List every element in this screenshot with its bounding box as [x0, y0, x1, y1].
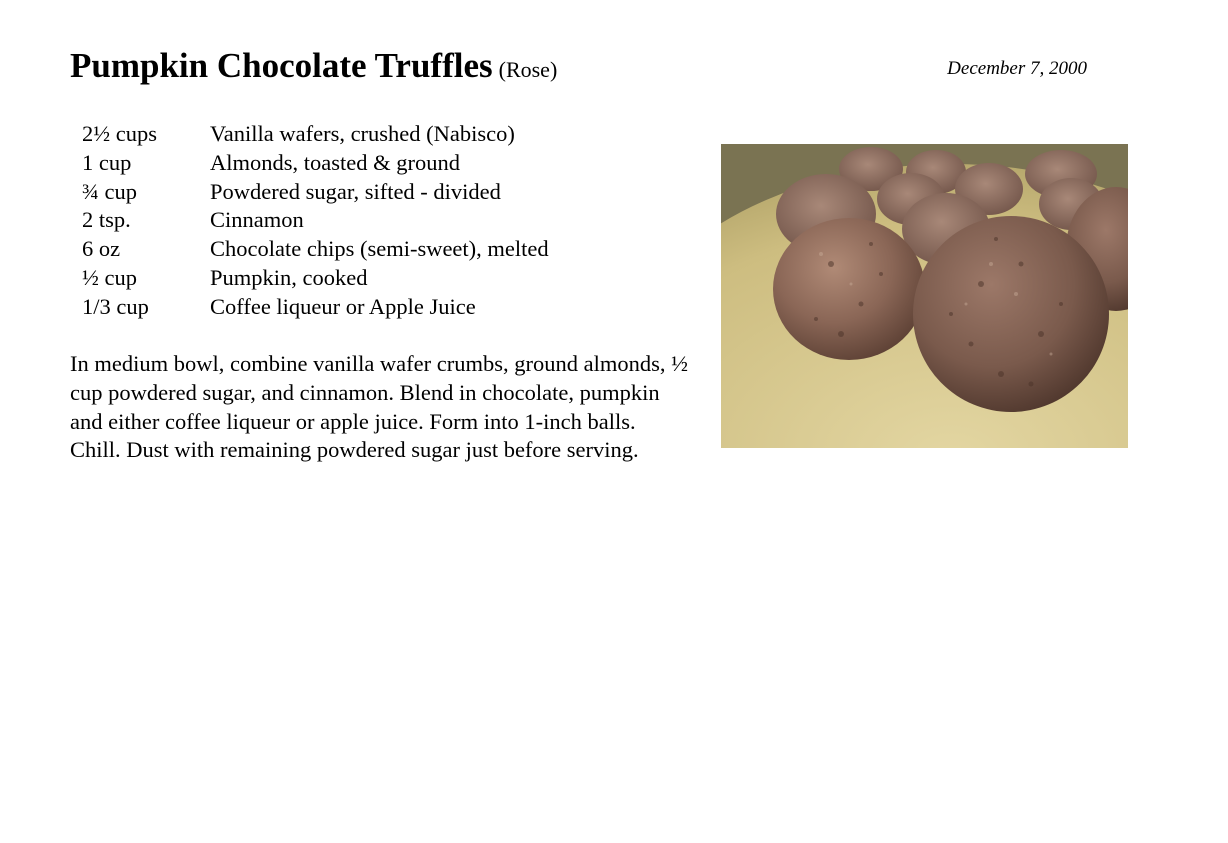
- ingredient-qty: 2½ cups: [82, 121, 157, 146]
- ingredient-item: Cinnamon: [210, 207, 304, 233]
- ingredient-item: Vanilla wafers, crushed (Nabisco): [210, 121, 515, 146]
- truffle-left: [773, 218, 925, 360]
- ingredient-item: Chocolate chips (semi-sweet), melted: [210, 236, 549, 262]
- ingredient-qty: 1 cup: [82, 149, 132, 175]
- ingredient-row: [82, 149, 549, 178]
- recipe-date: December 7, 2000: [947, 58, 1087, 79]
- ingredient-item: Almonds, toasted & ground: [210, 149, 460, 175]
- ingredients-table: [82, 120, 549, 322]
- ingredient-row: [82, 206, 549, 235]
- ingredient-item: Powdered sugar, sifted - divided: [210, 178, 501, 204]
- ingredient-row: [82, 235, 549, 264]
- ingredient-row: [82, 293, 549, 322]
- truffles-photo: [721, 144, 1128, 448]
- ingredient-row: [82, 120, 549, 149]
- truffles-illustration: [721, 144, 1128, 448]
- recipe-title-text: Pumpkin Chocolate Truffles: [70, 46, 493, 85]
- ingredient-qty: ¾ cup: [82, 178, 137, 204]
- ingredient-item: Pumpkin, cooked: [210, 264, 368, 290]
- ingredient-item: Coffee liqueur or Apple Juice: [210, 293, 476, 319]
- ingredient-qty: 6 oz: [82, 236, 121, 262]
- recipe-directions: In medium bowl, combine vanilla wafer crumbs, ground almonds, ½ cup powdered sugar, and cinnamon. Blend in chocolate, pumpkin and either coffee liqueur or apple juice. Form into 1-inch balls. Chill. Dust with remaining powdered sugar just before serving.: [70, 351, 688, 463]
- ingredient-qty: ½ cup: [82, 264, 137, 290]
- ingredient-row: [82, 178, 549, 207]
- ingredient-qty: 2 tsp.: [82, 207, 131, 233]
- ingredient-qty: 1/3 cup: [82, 293, 149, 319]
- truffle-front: [913, 216, 1109, 412]
- recipe-title: [70, 44, 557, 92]
- recipe-source: (Rose): [498, 57, 558, 82]
- ingredient-row: [82, 264, 549, 293]
- title-row: [70, 44, 1090, 88]
